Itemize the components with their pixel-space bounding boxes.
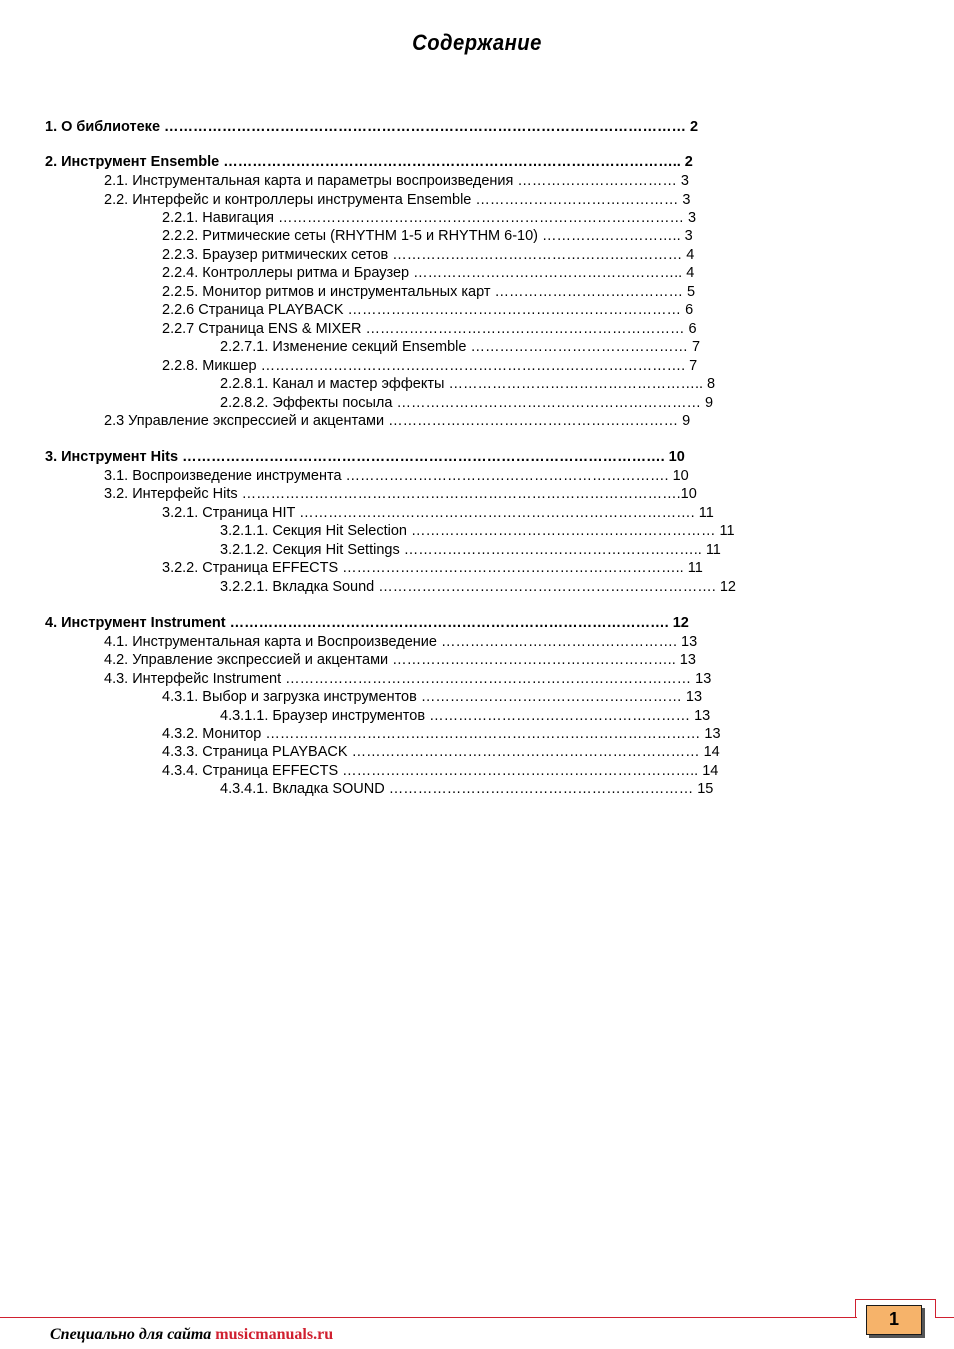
toc-entry[interactable]: 3.2. Интерфейс Hits ……………………………………………………………………………….10 (104, 486, 697, 502)
toc-entry[interactable]: 3.2.1. Страница HIT ………………………………………………………………………. 11 (162, 505, 714, 521)
toc-entry[interactable]: 2.3 Управление экспрессией и акцентами …………………………………………………… 9 (104, 413, 691, 429)
toc-entry[interactable]: 4.3.2. Монитор ……………………………………………………………………………… 13 (162, 726, 721, 742)
toc-entry[interactable]: 4.1. Инструментальная карта и Воспроизведение …………………………………………. 13 (104, 634, 698, 650)
toc-entry[interactable]: 2.2.2. Ритмические сеты (RHYTHM 1-5 и RHYTHM 6-10) ……………………….. 3 (162, 228, 693, 244)
toc-entry[interactable]: 4.3.4. Страница EFFECTS ……………………………………………………………….. 14 (162, 763, 719, 779)
page-number: 1 (866, 1305, 922, 1335)
footer-credit (50, 1326, 333, 1344)
toc-entry[interactable]: 4.3.1.1. Браузер инструментов ……………………………………………… 13 (220, 708, 711, 724)
footer-rule-right (936, 1317, 954, 1318)
toc-entry[interactable]: 2.2.5. Монитор ритмов и инструментальных карт ………………………………… 5 (162, 284, 696, 300)
toc-chapter-entry[interactable]: 2. Инструмент Ensemble ………………………………………………………………………………….. 2 (45, 154, 693, 170)
toc-entry[interactable]: 3.2.2. Страница EFFECTS …………………………………………………………….. 11 (162, 560, 703, 576)
toc-entry[interactable]: 2.2.8.2. Эффекты посыла ……………………………………………………… 9 (220, 395, 714, 411)
toc-entry[interactable]: 4.3. Интерфейс Instrument ………………………………………………………………………… 13 (104, 671, 712, 687)
toc-entry[interactable]: 2.2.3. Браузер ритмических сетов …………………………………………………… 4 (162, 247, 695, 263)
toc-entry[interactable]: 4.3.1. Выбор и загрузка инструментов ……………………………………………… 13 (162, 689, 703, 705)
toc-entry[interactable]: 3.1. Воспроизведение инструмента …………………………………………………………. 10 (104, 468, 689, 484)
footer-rule (0, 1317, 857, 1318)
page-title: Содержание (412, 30, 542, 55)
footer-site-link[interactable]: musicmanuals.ru (215, 1326, 334, 1343)
toc-entry[interactable]: 4.2. Управление экспрессией и акцентами ………………………………………………….. 13 (104, 652, 696, 668)
toc-chapter-entry[interactable]: 4. Инструмент Instrument ………………………………………………………………………………. 12 (45, 615, 689, 631)
toc-entry[interactable]: 3.2.2.1. Вкладка Sound ……………………………………………………………. 12 (220, 579, 736, 595)
toc-entry[interactable]: 4.3.3. Страница PLAYBACK ……………………………………………………………… 14 (162, 744, 720, 760)
toc-entry[interactable]: 3.2.1.2. Секция Hit Settings …………………………………………………….. 11 (220, 542, 721, 558)
toc-entry[interactable]: 2.2.1. Навигация ………………………………………………………………………… 3 (162, 210, 697, 226)
toc-entry[interactable]: 3.2.1.1. Секция Hit Selection ……………………………………………………… 11 (220, 523, 735, 539)
toc-entry[interactable]: 2.2. Интерфейс и контроллеры инструмента Ensemble …………………………………… 3 (104, 192, 691, 208)
toc-entry[interactable]: 2.2.4. Контроллеры ритма и Браузер ……………………………………………….. 4 (162, 265, 695, 281)
toc-chapter-entry[interactable]: 3. Инструмент Hits ………………………………………………………………………………………. 10 (45, 449, 685, 465)
toc-entry[interactable]: 2.2.6 Страница PLAYBACK …………………………………………………………… 6 (162, 302, 694, 318)
toc-entry[interactable]: 2.2.8. Микшер ……………………………………………………………………………. 7 (162, 358, 698, 374)
toc-chapter-entry[interactable]: 1. О библиотеке ……………………………………………………………………………………………… 2 (45, 119, 699, 135)
toc-entry[interactable]: 4.3.4.1. Вкладка SOUND ……………………………………………………… 15 (220, 781, 714, 797)
toc-entry[interactable]: 2.2.8.1. Канал и мастер эффекты …………………………………………….. 8 (220, 376, 716, 392)
toc-entry[interactable]: 2.2.7 Страница ENS & MIXER ………………………………………………………… 6 (162, 321, 697, 337)
footer-prefix: Специально для сайта (50, 1326, 216, 1343)
toc-entry[interactable]: 2.2.7.1. Изменение секций Ensemble ……………………………………… 7 (220, 339, 701, 355)
toc-entry[interactable]: 2.1. Инструментальная карта и параметры воспроизведения …………………………… 3 (104, 173, 689, 189)
